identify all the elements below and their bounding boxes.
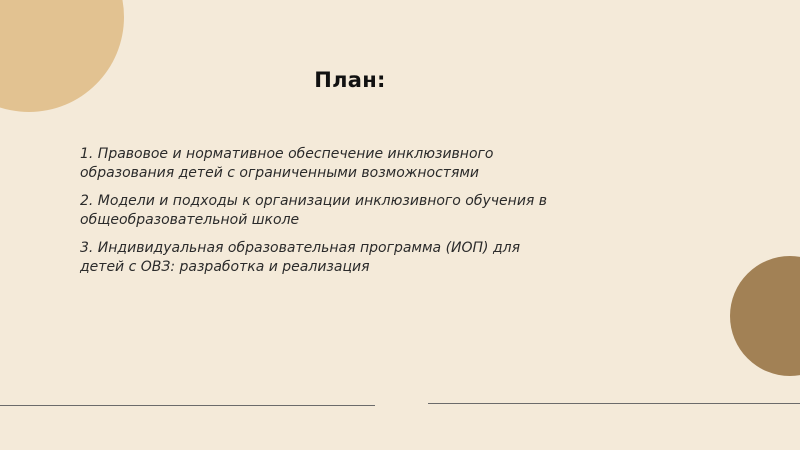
- slide-title: План:: [314, 68, 386, 92]
- decorative-circle-right: [730, 256, 800, 376]
- plan-item-1-line-2: образования детей с ограниченными возможностями: [80, 165, 480, 181]
- divider-line-left: [0, 405, 375, 406]
- plan-item-3-line-1: 3. Индивидуальная образовательная программа (ИОП) для: [80, 240, 521, 256]
- divider-line-right: [428, 403, 800, 404]
- plan-item-1-line-1: 1. Правовое и нормативное обеспечение инклюзивного: [80, 146, 494, 162]
- plan-item-3-line-2: детей с ОВЗ: разработка и реализация: [80, 259, 370, 275]
- plan-item-3: [80, 239, 600, 277]
- plan-item-2: [80, 192, 600, 230]
- plan-item-1: [80, 145, 600, 183]
- plan-list: [80, 145, 600, 286]
- plan-item-2-line-1: 2. Модели и подходы к организации инклюзивного обучения в: [80, 193, 548, 209]
- decorative-circle-top-left: [0, 0, 124, 112]
- plan-item-2-line-2: общеобразовательной школе: [80, 212, 300, 228]
